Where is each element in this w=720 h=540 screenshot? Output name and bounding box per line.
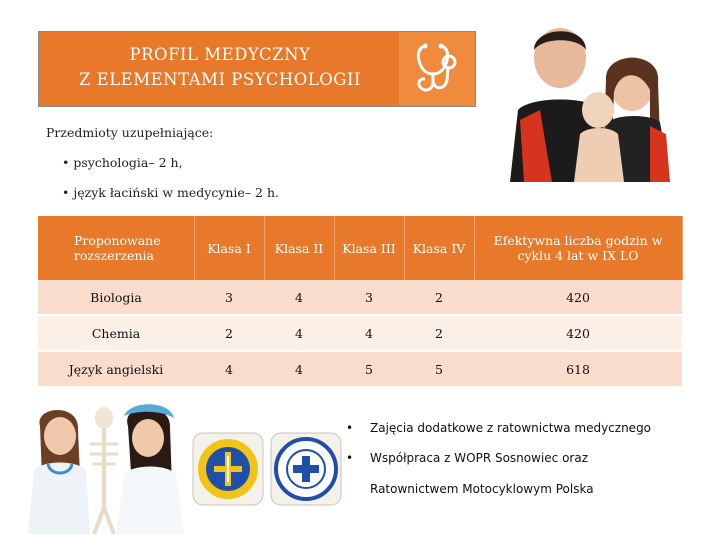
bullet-dot: • bbox=[346, 451, 354, 465]
banner-line-2: Z ELEMENTAMI PSYCHOLOGII bbox=[78, 70, 362, 89]
cell-class-3: 4 bbox=[334, 315, 404, 351]
cell-class-2: 4 bbox=[264, 351, 334, 387]
cell-class-4: 5 bbox=[404, 351, 474, 387]
cell-class-3: 5 bbox=[334, 351, 404, 387]
extra-item-continuation: Ratownictwem Motocyklowym Polska bbox=[370, 482, 594, 496]
title-banner bbox=[38, 31, 476, 107]
bullet-dot: • bbox=[346, 421, 354, 435]
cell-total: 618 bbox=[474, 351, 682, 387]
students-with-skeleton-photo bbox=[20, 396, 190, 534]
header-extensions: Proponowane rozszerzenia bbox=[38, 216, 194, 280]
banner-title bbox=[39, 42, 401, 92]
extra-item-rescue: Zajęcia dodatkowe z ratownictwa medycznego bbox=[370, 421, 652, 435]
intro-bullet-psychology: • psychologia– 2 h, bbox=[62, 155, 183, 170]
cell-class-1: 3 bbox=[194, 280, 264, 315]
cell-total: 420 bbox=[474, 280, 682, 315]
cell-class-1: 4 bbox=[194, 351, 264, 387]
intro-heading: Przedmioty uzupełniające: bbox=[46, 125, 214, 140]
cell-subject: Język angielski bbox=[38, 351, 194, 387]
table-row bbox=[38, 351, 682, 387]
cell-subject: Biologia bbox=[38, 280, 194, 315]
header-class-1: Klasa I bbox=[194, 216, 264, 280]
banner-line-1: PROFIL MEDYCZNY bbox=[129, 45, 311, 64]
stethoscope-icon bbox=[413, 42, 461, 96]
table-header-row bbox=[38, 216, 682, 280]
cell-class-1: 2 bbox=[194, 315, 264, 351]
cell-class-2: 4 bbox=[264, 315, 334, 351]
cell-class-3: 3 bbox=[334, 280, 404, 315]
header-class-3: Klasa III bbox=[334, 216, 404, 280]
cell-total: 420 bbox=[474, 315, 682, 351]
list-item bbox=[342, 420, 702, 436]
table-row bbox=[38, 280, 682, 315]
extra-activities bbox=[342, 420, 702, 496]
header-class-4: Klasa IV bbox=[404, 216, 474, 280]
cell-class-4: 2 bbox=[404, 315, 474, 351]
stethoscope-icon-box bbox=[399, 32, 475, 106]
moto-rescue-logo bbox=[192, 432, 264, 506]
cell-class-2: 4 bbox=[264, 280, 334, 315]
intro-section bbox=[46, 125, 466, 215]
intro-bullet-latin: • język łaciński w medycynie– 2 h. bbox=[62, 185, 279, 200]
header-class-2: Klasa II bbox=[264, 216, 334, 280]
table-row bbox=[38, 315, 682, 351]
students-with-mannequin-photo bbox=[500, 10, 680, 182]
wopr-logo bbox=[270, 432, 342, 506]
list-item bbox=[342, 450, 702, 466]
cell-class-4: 2 bbox=[404, 280, 474, 315]
cell-subject: Chemia bbox=[38, 315, 194, 351]
subjects-table bbox=[38, 216, 683, 388]
header-total-hours: Efektywna liczba godzin w cyklu 4 lat w IX LO bbox=[474, 216, 682, 280]
extra-item-wopr: Współpraca z WOPR Sosnowiec oraz bbox=[370, 451, 588, 465]
